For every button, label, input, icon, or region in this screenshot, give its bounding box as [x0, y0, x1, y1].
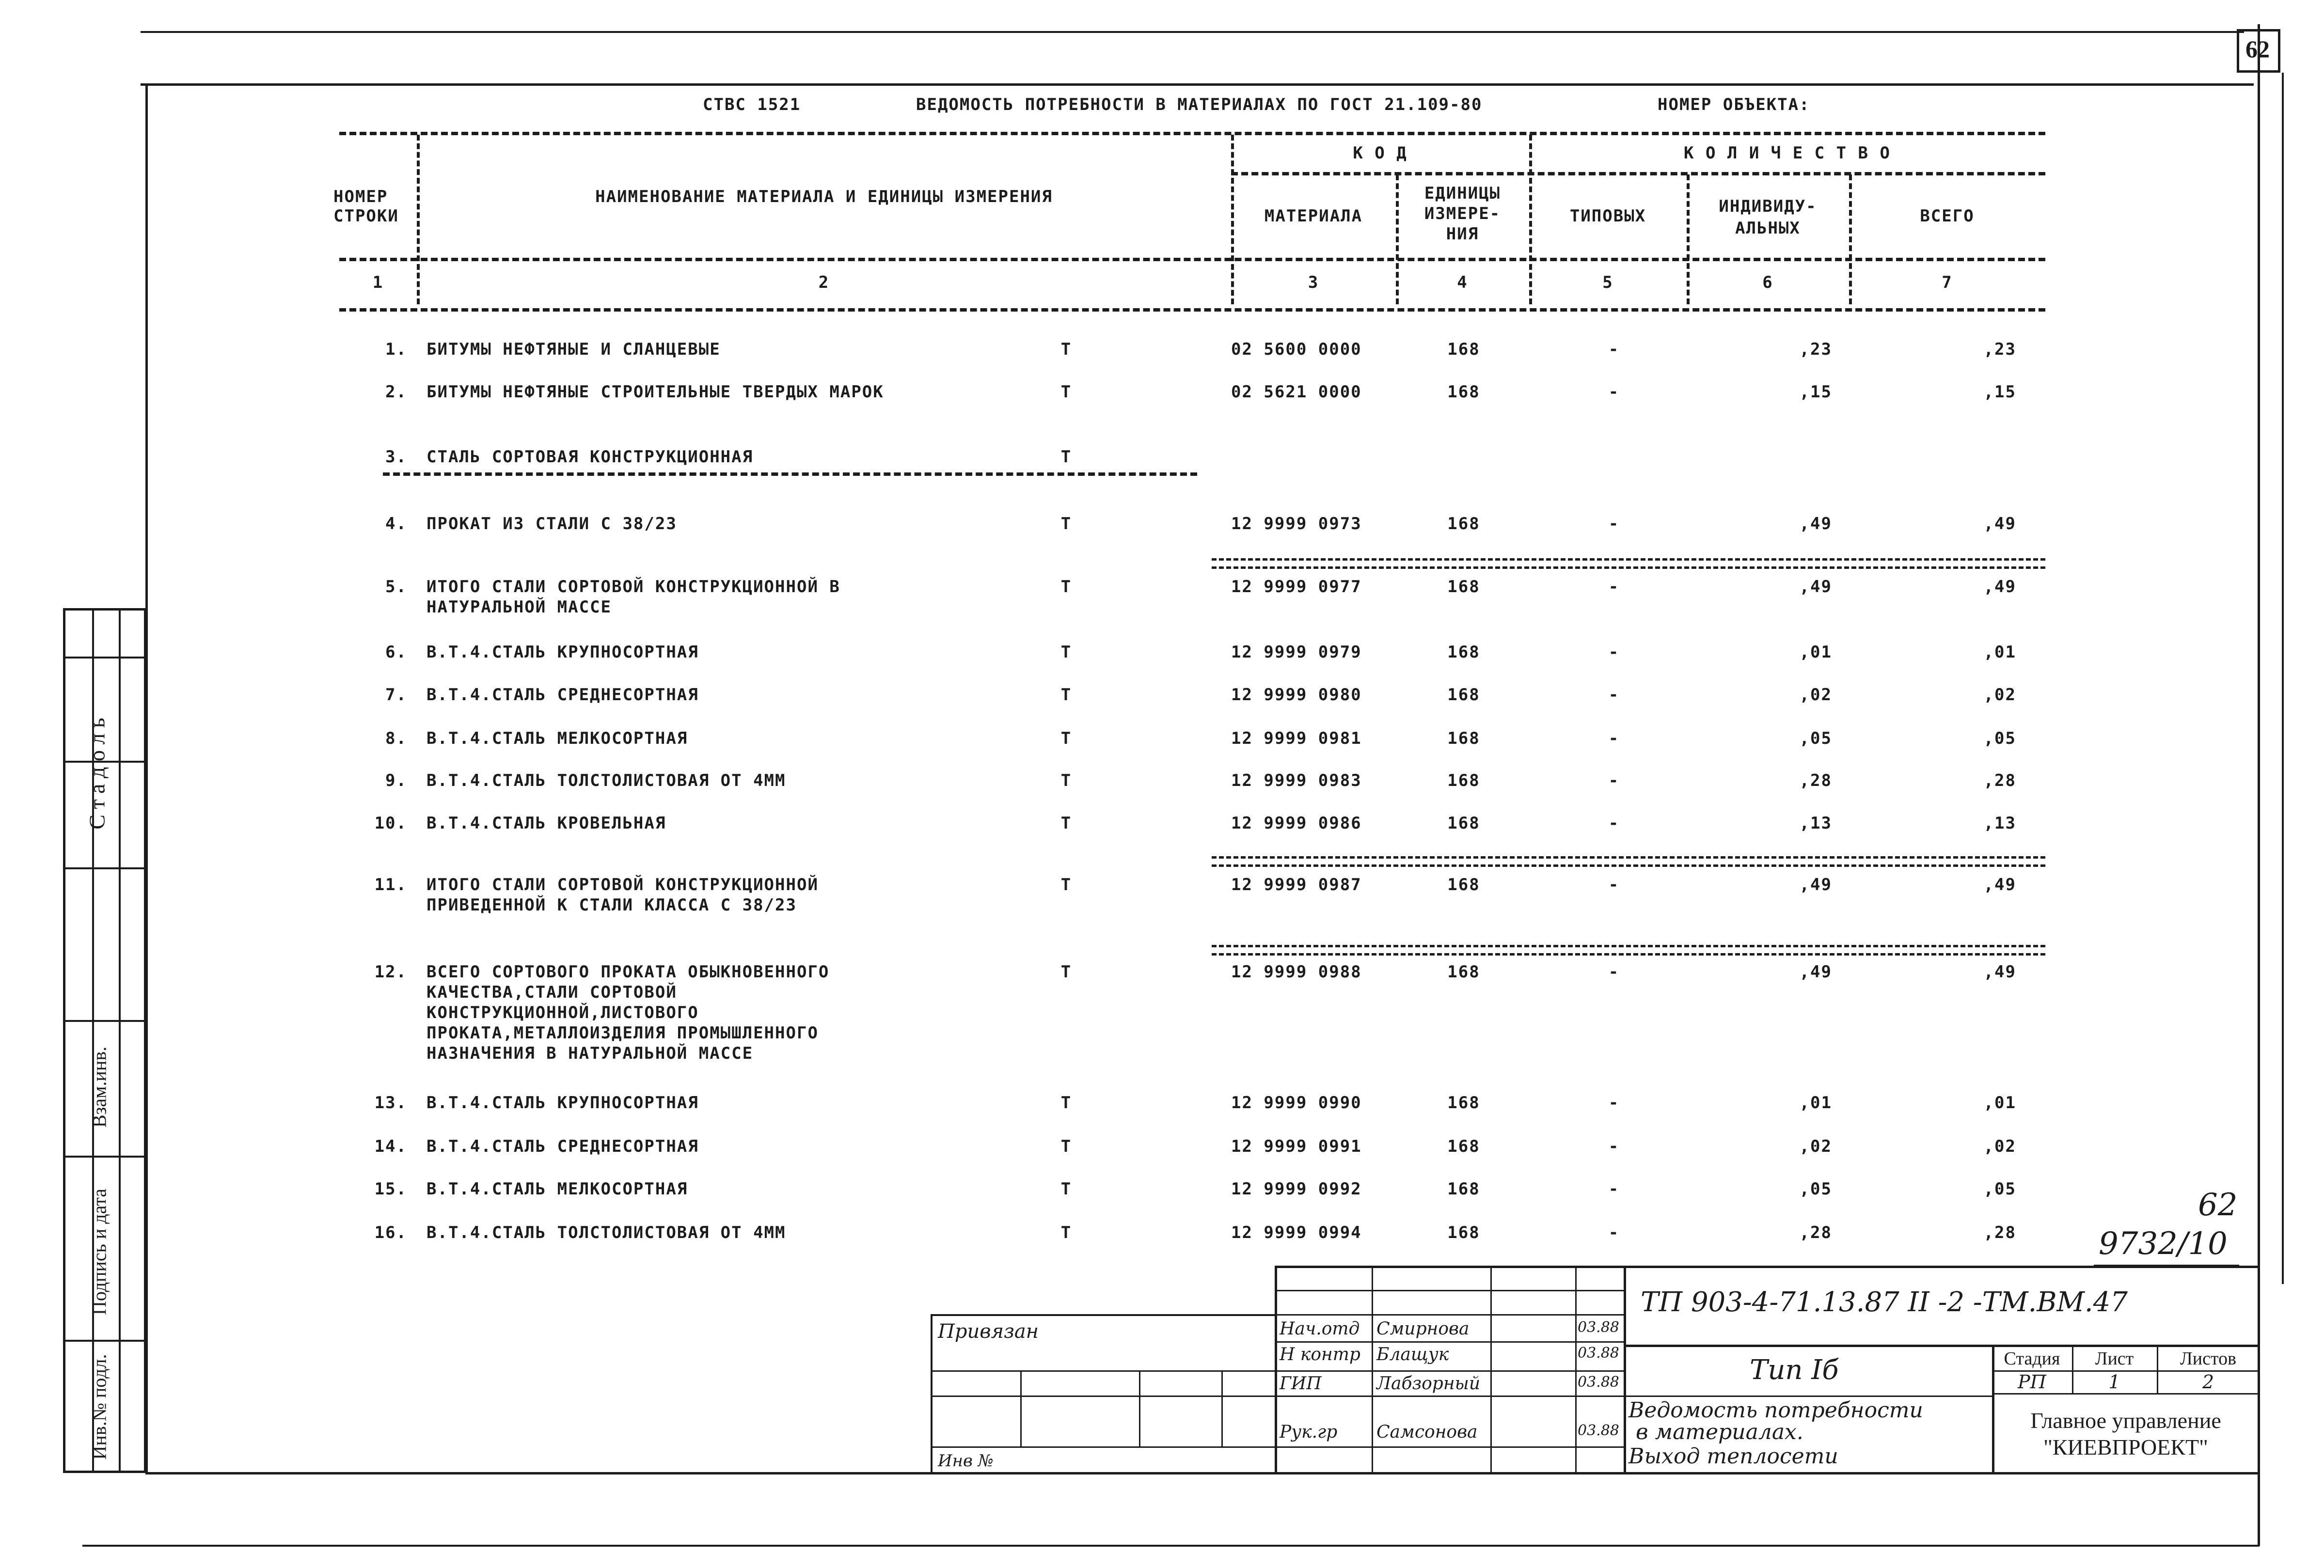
row-name-line: БИТУМЫ НЕФТЯНЫЕ И СЛАНЦЕВЫЕ — [427, 340, 721, 359]
row-total: ,28 — [1983, 771, 2016, 790]
row-material-code: 12 9999 0990 — [1231, 1093, 1362, 1113]
row-material-code: 12 9999 0987 — [1231, 875, 1362, 894]
col-individual-label-1: ИНДИВИДУ- — [1719, 197, 1817, 216]
row-name-line: НАЗНАЧЕНИЯ В НАТУРАЛЬНОЙ МАССЕ — [427, 1044, 754, 1063]
header-title: ВЕДОМОСТЬ ПОТРЕБНОСТИ В МАТЕРИАЛАХ ПО ГОСТ 21.109-80 — [916, 95, 1483, 114]
row-unit: Т — [1060, 643, 1072, 662]
row-name-line: В.Т.4.СТАЛЬ КРОВЕЛЬНАЯ — [427, 814, 666, 833]
sig-col-3 — [1575, 1266, 1577, 1473]
row-individual: ,02 — [1799, 685, 1832, 705]
row-total: ,01 — [1983, 643, 2016, 662]
col-individual-label-2: АЛЬНЫХ — [1735, 219, 1801, 238]
row-unit: Т — [1060, 685, 1072, 705]
top-border — [141, 31, 2244, 33]
row-total: ,23 — [1983, 340, 2016, 359]
row-typical: - — [1608, 875, 1620, 894]
type-name: Тип Iб — [1750, 1354, 1839, 1386]
row-unit: Т — [1060, 1179, 1072, 1199]
side-sign-label: Подпись и дата — [88, 1188, 111, 1316]
row-individual: ,15 — [1799, 382, 1832, 402]
description-line-1: Ведомость потребности — [1628, 1398, 1923, 1423]
col-number-1: 1 — [372, 273, 384, 292]
row-unit: Т — [1060, 729, 1072, 748]
signature-name: Самсонова — [1376, 1422, 1478, 1442]
row-total: ,01 — [1983, 1093, 2016, 1113]
row-name-line: В.Т.4.СТАЛЬ ТОЛСТОЛИСТОВАЯ ОТ 4ММ — [427, 771, 786, 790]
row-typical: - — [1608, 643, 1620, 662]
side-copy-label: С т а д о л ь — [84, 718, 110, 830]
row-material-code: 12 9999 0980 — [1231, 685, 1362, 705]
side-stamp-row-4 — [63, 1020, 146, 1022]
row-unit: Т — [1060, 514, 1072, 533]
row-unit-code: 168 — [1447, 643, 1480, 662]
row-name-line: ИТОГО СТАЛИ СОРТОВОЙ КОНСТРУКЦИОННОЙ В — [427, 577, 840, 596]
row-material-code: 12 9999 0992 — [1231, 1179, 1362, 1199]
privyazan-left — [931, 1314, 933, 1473]
row-typical: - — [1608, 962, 1620, 982]
row-name-line: В.Т.4.СТАЛЬ МЕЛКОСОРТНАЯ — [427, 729, 688, 748]
row-name-line: В.Т.4.СТАЛЬ СРЕДНЕСОРТНАЯ — [427, 685, 699, 705]
stage-header: Стадия — [2004, 1348, 2060, 1369]
row-material-code: 02 5600 0000 — [1231, 340, 1362, 359]
row-unit: Т — [1060, 340, 1072, 359]
row-typical: - — [1608, 1223, 1620, 1242]
row-individual: ,49 — [1799, 577, 1832, 596]
row-unit-code: 168 — [1447, 1223, 1480, 1242]
col-unit-label-2: ИЗМЕРЕ- — [1424, 204, 1501, 223]
frame-bottom — [145, 1472, 2260, 1474]
privyazan-label: Привязан — [938, 1320, 1039, 1343]
sig-row-1 — [1275, 1290, 1626, 1291]
row-typical: - — [1608, 729, 1620, 748]
row-unit-code: 168 — [1447, 962, 1480, 982]
row-material-code: 12 9999 0991 — [1231, 1137, 1362, 1156]
row-name-line: СТАЛЬ СОРТОВАЯ КОНСТРУКЦИОННАЯ — [427, 447, 754, 467]
header-rule-mid — [339, 258, 2045, 261]
description-line-2: в материалах. — [1636, 1420, 1803, 1444]
row-typical: - — [1608, 577, 1620, 596]
row-material-code: 12 9999 0973 — [1231, 514, 1362, 533]
row-name-line: БИТУМЫ НЕФТЯНЫЕ СТРОИТЕЛЬНЫЕ ТВЕРДЫХ МАРОК — [427, 382, 884, 402]
row-unit-code: 168 — [1447, 729, 1480, 748]
signature-role: Н контр — [1280, 1345, 1360, 1364]
frame-top — [141, 83, 2254, 86]
row-unit-code: 168 — [1447, 685, 1480, 705]
row-total: ,05 — [1983, 729, 2016, 748]
col-material-label: МАТЕРИАЛА — [1264, 206, 1363, 226]
row-total: ,28 — [1983, 1223, 2016, 1242]
row-number: 12. — [374, 962, 407, 982]
row-name-line: КАЧЕСТВА,СТАЛИ СОРТОВОЙ — [427, 983, 677, 1002]
side-vzam-label: Взам.инв. — [88, 1046, 111, 1128]
col-number-5: 5 — [1602, 273, 1613, 292]
sheets-value: 2 — [2202, 1371, 2214, 1393]
row-individual: ,01 — [1799, 1093, 1832, 1113]
row-typical: - — [1608, 514, 1620, 533]
row-total: ,13 — [1983, 814, 2016, 833]
row-number: 1. — [385, 340, 407, 359]
page-bottom-rule — [82, 1545, 2260, 1547]
row-unit: Т — [1060, 814, 1072, 833]
row-unit-code: 168 — [1447, 514, 1480, 533]
sig-row-5 — [1275, 1396, 1626, 1397]
row-unit: Т — [1060, 875, 1072, 894]
row-unit-code: 168 — [1447, 875, 1480, 894]
sheet-header: Лист — [2095, 1348, 2134, 1369]
row-typical: - — [1608, 814, 1620, 833]
col-rowno-label-1: НОМЕР — [333, 187, 388, 206]
row-typical: - — [1608, 382, 1620, 402]
col-number-3: 3 — [1308, 273, 1319, 292]
sheets-header: Листов — [2180, 1348, 2237, 1369]
org-name-2: "КИЕВПРОЕКТ" — [2043, 1435, 2208, 1459]
row-unit-code: 168 — [1447, 577, 1480, 596]
sig-row-6 — [1275, 1446, 1626, 1448]
row-unit-code: 168 — [1447, 382, 1480, 402]
right-edge-rule — [2282, 73, 2284, 1284]
row-unit: Т — [1060, 962, 1072, 982]
signature-date: 03.88 — [1578, 1422, 1619, 1439]
doc-code: ТП 903-4-71.13.87 II -2 -ТМ.ВМ.47 — [1641, 1286, 2128, 1318]
row-total: ,49 — [1983, 962, 2016, 982]
row-individual: ,01 — [1799, 643, 1832, 662]
col-number-4: 4 — [1457, 273, 1468, 292]
privyazan-col-3 — [1221, 1370, 1223, 1448]
row-name-line: В.Т.4.СТАЛЬ СРЕДНЕСОРТНАЯ — [427, 1137, 699, 1156]
row-unit-code: 168 — [1447, 340, 1480, 359]
row-unit: Т — [1060, 1223, 1072, 1242]
row-individual: ,05 — [1799, 1179, 1832, 1199]
row-unit-code: 168 — [1447, 1093, 1480, 1113]
row-material-code: 12 9999 0979 — [1231, 643, 1362, 662]
row-name-line: НАТУРАЛЬНОЙ МАССЕ — [427, 597, 612, 617]
row-typical: - — [1608, 1093, 1620, 1113]
privyazan-row-2 — [931, 1396, 1276, 1397]
privyazan-col-2 — [1139, 1370, 1140, 1448]
header-object-label: НОМЕР ОБЪЕКТА: — [1658, 95, 1810, 114]
privyazan-col-1 — [1020, 1370, 1022, 1448]
row-individual: ,13 — [1799, 814, 1832, 833]
row-unit: Т — [1060, 771, 1072, 790]
signature-role: Рук.гр — [1280, 1422, 1338, 1442]
header-rule-bottom — [339, 308, 2045, 312]
col-typical-label: ТИПОВЫХ — [1569, 206, 1646, 226]
side-stamp-row-5 — [63, 1156, 146, 1158]
handnote-page: 62 — [2198, 1187, 2238, 1223]
row-total: ,49 — [1983, 514, 2016, 533]
col-unit-label-1: ЕДИНИЦЫ — [1424, 184, 1501, 203]
privyazan-row-3 — [931, 1446, 1276, 1448]
row-material-code: 12 9999 0986 — [1231, 814, 1362, 833]
sig-col-2 — [1490, 1266, 1492, 1473]
row-individual: ,02 — [1799, 1137, 1832, 1156]
row-typical: - — [1608, 1179, 1620, 1199]
sig-col-1 — [1372, 1266, 1373, 1473]
header-rule-top — [339, 132, 2045, 135]
row-name-line: КОНСТРУКЦИОННОЙ,ЛИСТОВОГО — [427, 1003, 699, 1022]
col-number-7: 7 — [1942, 273, 1953, 292]
col-qty-group: К О Л И Ч Е С Т В О — [1684, 143, 1891, 163]
col-number-2: 2 — [818, 273, 830, 292]
signature-date: 03.88 — [1578, 1345, 1619, 1362]
row-number: 13. — [374, 1093, 407, 1113]
sig-row-4 — [1275, 1370, 1626, 1372]
sheet-value: 1 — [2108, 1371, 2120, 1393]
signature-role: Нач.отд — [1280, 1319, 1360, 1339]
signature-name: Смирнова — [1376, 1319, 1470, 1339]
row-material-code: 12 9999 0977 — [1231, 577, 1362, 596]
row-name-line: ИТОГО СТАЛИ СОРТОВОЙ КОНСТРУКЦИОННОЙ — [427, 875, 819, 894]
row-total: ,49 — [1983, 875, 2016, 894]
row-unit-code: 168 — [1447, 1137, 1480, 1156]
row-name-line: ПРОКАТ ИЗ СТАЛИ С 38/23 — [427, 514, 677, 533]
col-total-label: ВСЕГО — [1920, 206, 1975, 226]
row-unit: Т — [1060, 447, 1072, 467]
row-separator — [383, 472, 1197, 476]
inv-no-label: Инв № — [938, 1451, 994, 1471]
stage-row-2 — [1992, 1393, 2260, 1395]
signature-name: Лабзорный — [1376, 1374, 1481, 1394]
privyazan-row-1 — [931, 1370, 1276, 1372]
signature-name: Блащук — [1376, 1345, 1449, 1364]
row-total: ,49 — [1983, 577, 2016, 596]
row-material-code: 12 9999 0994 — [1231, 1223, 1362, 1242]
row-material-code: 12 9999 0983 — [1231, 771, 1362, 790]
row-individual: ,28 — [1799, 1223, 1832, 1242]
row-number: 6. — [385, 643, 407, 662]
col-unit-label-3: НИЯ — [1446, 224, 1479, 244]
row-number: 5. — [385, 577, 407, 596]
row-unit: Т — [1060, 577, 1072, 596]
row-number: 4. — [385, 514, 407, 533]
col-code-group: К О Д — [1353, 143, 1407, 163]
stage-value: РП — [2018, 1371, 2046, 1393]
row-individual: ,23 — [1799, 340, 1832, 359]
signature-date: 03.88 — [1578, 1374, 1619, 1391]
row-unit: Т — [1060, 1137, 1072, 1156]
row-number: 8. — [385, 729, 407, 748]
sig-row-2 — [1275, 1314, 1626, 1316]
org-name-1: Главное управление — [2030, 1408, 2221, 1433]
row-unit-code: 168 — [1447, 1179, 1480, 1199]
row-typical: - — [1608, 771, 1620, 790]
tb-mid — [1624, 1345, 2260, 1347]
row-separator — [1212, 558, 2045, 569]
row-material-code: 02 5621 0000 — [1231, 382, 1362, 402]
sig-row-3 — [1275, 1341, 1626, 1343]
row-total: ,02 — [1983, 685, 2016, 705]
privyazan-top — [931, 1314, 1276, 1316]
tb-top — [1275, 1266, 2260, 1268]
row-unit-code: 168 — [1447, 814, 1480, 833]
description-line-3: Выход теплосети — [1628, 1444, 1838, 1469]
page-number: 62 — [2245, 35, 2270, 63]
row-number: 9. — [385, 771, 407, 790]
row-unit: Т — [1060, 382, 1072, 402]
side-inv-label: Инв.№ подл. — [88, 1354, 111, 1460]
row-individual: ,49 — [1799, 962, 1832, 982]
row-typical: - — [1608, 340, 1620, 359]
row-number: 11. — [374, 875, 407, 894]
row-number: 10. — [374, 814, 407, 833]
header-left: СТВС 1521 — [703, 95, 801, 114]
row-name-line: ПРИВЕДЕННОЙ К СТАЛИ КЛАССА С 38/23 — [427, 895, 797, 915]
row-name-line: ПРОКАТА,МЕТАЛЛОИЗДЕЛИЯ ПРОМЫШЛЕННОГО — [427, 1023, 819, 1043]
row-name-line: В.Т.4.СТАЛЬ КРУПНОСОРТНАЯ — [427, 643, 699, 662]
row-typical: - — [1608, 1137, 1620, 1156]
row-material-code: 12 9999 0988 — [1231, 962, 1362, 982]
signature-date: 03.88 — [1578, 1319, 1619, 1336]
row-number: 16. — [374, 1223, 407, 1242]
row-typical: - — [1608, 685, 1620, 705]
tb-code-left — [1624, 1266, 1626, 1473]
row-total: ,15 — [1983, 382, 2016, 402]
row-separator — [1212, 945, 2045, 956]
row-individual: ,49 — [1799, 875, 1832, 894]
row-individual: ,28 — [1799, 771, 1832, 790]
row-name-line: ВСЕГО СОРТОВОГО ПРОКАТА ОБЫКНОВЕННОГО — [427, 962, 830, 982]
col-rowno-label-2: СТРОКИ — [333, 206, 399, 226]
row-unit-code: 168 — [1447, 771, 1480, 790]
row-separator — [1212, 856, 2045, 867]
row-individual: ,05 — [1799, 729, 1832, 748]
row-number: 3. — [385, 447, 407, 467]
side-stamp-col-2 — [119, 608, 121, 1473]
row-number: 14. — [374, 1137, 407, 1156]
row-total: ,05 — [1983, 1179, 2016, 1199]
row-number: 15. — [374, 1179, 407, 1199]
row-number: 7. — [385, 685, 407, 705]
row-unit: Т — [1060, 1093, 1072, 1113]
col-name-label: НАИМЕНОВАНИЕ МАТЕРИАЛА И ЕДИНИЦЫ ИЗМЕРЕНИЯ — [595, 187, 1053, 206]
row-material-code: 12 9999 0981 — [1231, 729, 1362, 748]
row-number: 2. — [385, 382, 407, 402]
desc-top — [1624, 1396, 1993, 1397]
header-rule-sub — [1231, 172, 2045, 175]
signature-role: ГИП — [1280, 1374, 1322, 1394]
col-number-6: 6 — [1762, 273, 1773, 292]
row-total: ,02 — [1983, 1137, 2016, 1156]
row-name-line: В.Т.4.СТАЛЬ КРУПНОСОРТНАЯ — [427, 1093, 699, 1113]
row-name-line: В.Т.4.СТАЛЬ МЕЛКОСОРТНАЯ — [427, 1179, 688, 1199]
frame-right — [2258, 24, 2260, 1546]
handnote-number: 9732/10 — [2099, 1226, 2228, 1262]
row-individual: ,49 — [1799, 514, 1832, 533]
tb-left — [1275, 1266, 1277, 1473]
row-name-line: В.Т.4.СТАЛЬ ТОЛСТОЛИСТОВАЯ ОТ 4ММ — [427, 1223, 786, 1242]
